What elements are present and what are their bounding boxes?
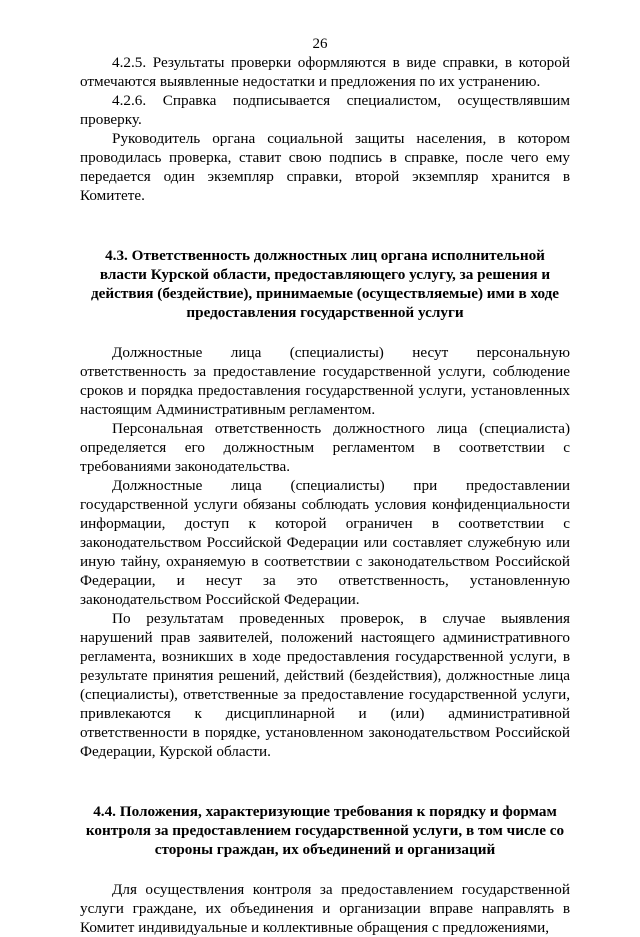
section-gap	[80, 205, 570, 246]
paragraph-4-3-4: По результатам проведенных проверок, в случае выявления нарушений прав заявителей, положений настоящего административного регламента, возникших в ходе предоставления государственной услуги, в результате принятия решений, действий (бездействия), должностные лица (специалисты), ответственные за предоставление государственной услуги, привлекаются к дисциплинарной и (или) административной ответственности в порядке, установленном законодательством Российской Федерации, Курской области.	[80, 610, 570, 760]
paragraph-4-3-3: Должностные лица (специалисты) при предоставлении государственной услуги обязаны соблюдать условия конфиденциальности информации, доступ к которой ограничен в соответствии с законодательством Российской Федерации или составляет служебную или иную тайну, охраняемую в соответствии с законодательством Российской Федерации, и несут за это ответственность, установленную законодательством Российской Федерации.	[80, 477, 570, 608]
section-4-4-heading: 4.4. Положения, характеризующие требования к порядку и формам контроля за предоставлением государственной услуги, в том числе со стороны граждан, их объединений и организаций	[85, 803, 565, 858]
section-4-3-heading: 4.3. Ответственность должностных лиц органа исполнительной власти Курской области, предоставляющего услугу, за решения и действия (бездействие), принимаемые (осуществляемые) ими в ходе предоставления государственной услуги	[90, 247, 560, 321]
paragraph-4-2-6: 4.2.6. Справка подписывается специалистом, осуществлявшим проверку.	[80, 92, 570, 128]
paragraph-4-3-2: Персональная ответственность должностного лица (специалиста) определяется его должностным регламентом в соответствии с требованиями законодательства.	[80, 420, 570, 475]
paragraph-head-signature: Руководитель органа социальной защиты населения, в котором проводилась проверка, ставит свою подпись в справке, после чего ему передается один экземпляр справки, второй экземпляр хранится в Комитете.	[80, 130, 570, 204]
paragraph-4-4-1: Для осуществления контроля за предоставлением государственной услуги граждане, их объединения и организации вправе направлять в Комитет индивидуальные и коллективные обращения с предложениями,	[80, 881, 570, 936]
section-gap	[80, 859, 570, 880]
paragraph-4-2-5: 4.2.5. Результаты проверки оформляются в виде справки, в которой отмечаются выявленные недостатки и предложения по их устранению.	[80, 54, 570, 90]
section-gap	[80, 761, 570, 802]
section-gap	[80, 322, 570, 343]
page-content	[80, 53, 570, 937]
paragraph-4-3-1: Должностные лица (специалисты) несут персональную ответственность за предоставление государственной услуги, соблюдение сроков и порядка предоставления государственной услуги, установленных настоящим Административным регламентом.	[80, 344, 570, 418]
page-number: 26	[312, 36, 328, 52]
